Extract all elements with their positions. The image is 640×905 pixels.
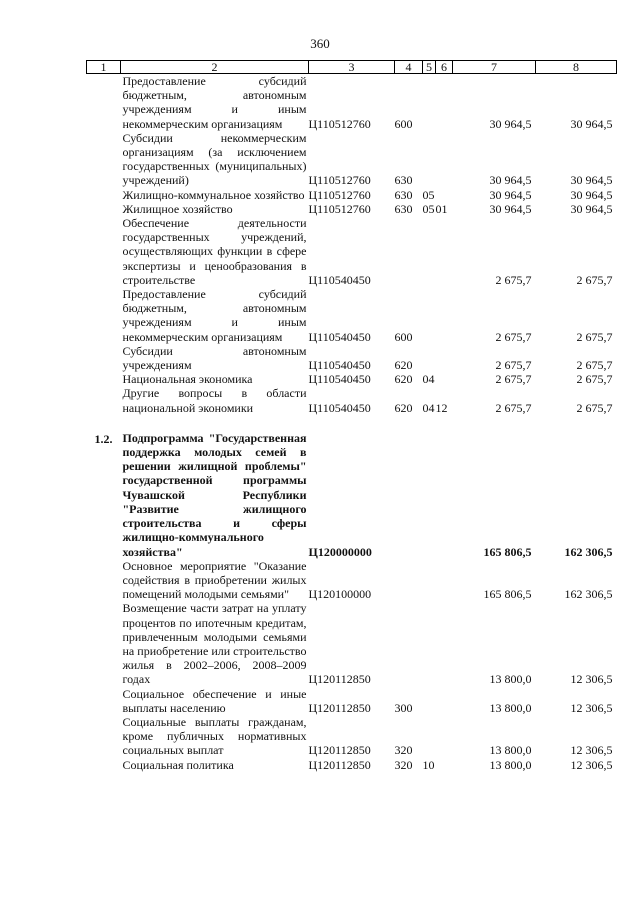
row-col4: [395, 601, 423, 686]
row-col5: [423, 687, 436, 715]
row-col4: 320: [394, 757, 413, 772]
row-number: [87, 74, 121, 131]
row-spacer: [87, 415, 617, 431]
row-number: [87, 559, 121, 602]
row-col6: [436, 715, 453, 758]
row-col4: [395, 559, 423, 602]
table-row: [87, 559, 617, 602]
row-col4: 620: [394, 400, 413, 415]
row-number: [87, 372, 121, 386]
row-value-7: 30 964,5: [489, 116, 532, 131]
table-row: [87, 372, 617, 386]
row-col6: [436, 74, 453, 131]
row-col5: 05: [422, 187, 435, 202]
row-number: 1.2.: [94, 431, 113, 446]
row-col6: [436, 687, 453, 715]
row-col4: 320: [394, 743, 413, 758]
row-name: Обеспечение деятельности государственных учреждений, осуществляющих функции в сфере экспертизы и ценообразования в строительстве: [122, 216, 307, 287]
row-value-7: 2 675,7: [495, 272, 532, 287]
row-code: Ц110540450: [308, 400, 371, 415]
table-header-row: [87, 61, 617, 74]
row-col5: [423, 344, 436, 372]
row-value-7: 2 675,7: [495, 400, 532, 415]
column-header: 3: [309, 61, 395, 74]
row-name: Жилищное хозяйство: [122, 201, 233, 216]
row-number: [87, 758, 121, 772]
column-header: 4: [395, 61, 423, 74]
row-name: Социальные выплаты гражданам, кроме публичных нормативных социальных выплат: [122, 714, 307, 758]
row-col6: [436, 344, 453, 372]
row-code: Ц110512760: [308, 173, 371, 188]
row-value-7: 165 806,5: [483, 587, 532, 602]
row-number: [87, 386, 121, 414]
row-value-8: 30 964,5: [570, 173, 613, 188]
row-name: Социальная политика: [122, 757, 234, 772]
row-col5: [423, 601, 436, 686]
row-name: Жилищно-коммунальное хозяйство: [122, 187, 305, 202]
row-value-7: 13 800,0: [489, 700, 532, 715]
row-number: [87, 287, 121, 344]
row-value-7: 2 675,7: [495, 329, 532, 344]
table-row: [87, 287, 617, 344]
row-col4: 630: [394, 187, 413, 202]
row-col6: 01: [435, 201, 448, 216]
row-col5: [423, 715, 436, 758]
row-col5: [423, 431, 436, 559]
row-col5: [423, 559, 436, 602]
row-value-7: 13 800,0: [489, 757, 532, 772]
column-header: 8: [536, 61, 617, 74]
row-name: Другие вопросы в области национальной экономики: [122, 386, 307, 415]
row-value-8: 2 675,7: [576, 372, 613, 387]
table-row: [87, 431, 617, 559]
table-row: [87, 216, 617, 287]
row-value-7: 2 675,7: [495, 372, 532, 387]
row-code: Ц120112850: [308, 757, 371, 772]
row-value-7: 30 964,5: [489, 173, 532, 188]
row-col6: [436, 216, 453, 287]
row-value-7: 30 964,5: [489, 187, 532, 202]
row-value-7: 2 675,7: [495, 358, 532, 373]
row-col5: 05: [422, 201, 435, 216]
row-col6: [436, 131, 453, 188]
row-value-7: 165 806,5: [483, 544, 532, 559]
row-value-8: 12 306,5: [570, 700, 613, 715]
row-code: Ц110540450: [308, 358, 371, 373]
row-code: Ц110540450: [308, 329, 371, 344]
row-value-7: 30 964,5: [489, 201, 532, 216]
row-col6: [436, 372, 453, 386]
row-name: Предоставление субсидий бюджетным, автономным учреждениям и иным некоммерческим организациям: [122, 287, 307, 344]
table-row: [87, 131, 617, 188]
row-number: [87, 715, 121, 758]
row-col5: 10: [422, 757, 435, 772]
row-col4: 630: [394, 201, 413, 216]
row-col5: 04: [422, 400, 435, 415]
row-code: Ц120112850: [308, 700, 371, 715]
row-name: Субсидии некоммерческим организациям (за исключением государственных (муниципальных) учреждений): [122, 130, 307, 188]
row-value-8: 2 675,7: [576, 329, 613, 344]
row-number: [87, 344, 121, 372]
spacer-cell: [87, 415, 617, 431]
row-col6: [436, 431, 453, 559]
row-value-8: 30 964,5: [570, 116, 613, 131]
row-code: Ц120112850: [308, 672, 371, 687]
row-code: Ц110512760: [308, 116, 371, 131]
row-col4: 620: [394, 358, 413, 373]
table-row: [87, 74, 617, 131]
column-header: 1: [87, 61, 121, 74]
table-row: [87, 687, 617, 715]
row-col6: [436, 559, 453, 602]
row-col5: [423, 287, 436, 344]
row-name: Национальная экономика: [122, 372, 253, 387]
row-col6: [436, 188, 453, 202]
row-value-8: 12 306,5: [570, 672, 613, 687]
column-header: 2: [121, 61, 309, 74]
table-row: [87, 386, 617, 414]
row-col5: [423, 74, 436, 131]
row-code: Ц110540450: [308, 372, 371, 387]
row-col5: [423, 216, 436, 287]
row-name: Социальное обеспечение и иные выплаты населению: [122, 686, 307, 715]
row-name: Возмещение части затрат на уплату процентов по ипотечным кредитам, привлеченным молодыми семьями на приобретение или строительство жилья в 2002–2006, 2008–2009 годах: [122, 601, 307, 687]
table-row: [87, 758, 617, 772]
row-name: Основное мероприятие "Оказание содействия в приобретении жилых помещений молодыми семьями": [122, 558, 307, 602]
row-number: [87, 601, 121, 686]
row-col4: [395, 216, 423, 287]
row-name: Субсидии автономным учреждениям: [122, 343, 307, 373]
row-col6: 12: [435, 400, 448, 415]
table-row: [87, 202, 617, 216]
row-col4: [395, 431, 423, 559]
row-value-8: 12 306,5: [570, 757, 613, 772]
row-col4: 300: [394, 700, 413, 715]
row-number: [87, 216, 121, 287]
row-value-8: 12 306,5: [570, 743, 613, 758]
row-code: Ц110512760: [308, 187, 371, 202]
row-value-8: 30 964,5: [570, 201, 613, 216]
row-value-8: 30 964,5: [570, 187, 613, 202]
row-value-8: 162 306,5: [564, 544, 613, 559]
row-name: Подпрограмма "Государственная поддержка молодых семей в решении жилищной проблемы" государственной программы Чувашской Республики "Развитие жилищного строительства и сферы жилищно-коммунального хозяйства": [122, 430, 307, 559]
row-col6: [436, 601, 453, 686]
row-number: [87, 188, 121, 202]
row-col4: 600: [394, 329, 413, 344]
row-code: Ц120100000: [308, 587, 372, 602]
column-header: 5: [423, 61, 436, 74]
row-col5: 04: [422, 372, 435, 387]
row-value-7: 13 800,0: [489, 672, 532, 687]
row-value-8: 2 675,7: [576, 272, 613, 287]
row-code: Ц120112850: [308, 743, 371, 758]
row-name: Предоставление субсидий бюджетным, автономным учреждениям и иным некоммерческим организациям: [122, 74, 307, 131]
row-value-7: 13 800,0: [489, 743, 532, 758]
row-code: Ц110512760: [308, 201, 371, 216]
column-header: 6: [436, 61, 453, 74]
table-row: [87, 188, 617, 202]
table-row: [87, 715, 617, 758]
row-col4: 600: [394, 116, 413, 131]
budget-table: [86, 60, 617, 772]
row-value-8: 162 306,5: [564, 587, 613, 602]
column-header: 7: [453, 61, 536, 74]
row-value-8: 2 675,7: [576, 358, 613, 373]
table-row: [87, 344, 617, 372]
table-row: [87, 601, 617, 686]
row-code: Ц110540450: [308, 272, 371, 287]
row-col4: 620: [394, 372, 413, 387]
row-col5: [423, 131, 436, 188]
row-col4: 630: [394, 173, 413, 188]
page-number: 360: [310, 36, 330, 51]
row-number: [87, 687, 121, 715]
row-code: Ц120000000: [308, 544, 372, 559]
row-number: [87, 202, 121, 216]
row-number: [87, 131, 121, 188]
row-col6: [436, 758, 453, 772]
row-value-8: 2 675,7: [576, 400, 613, 415]
row-col6: [436, 287, 453, 344]
